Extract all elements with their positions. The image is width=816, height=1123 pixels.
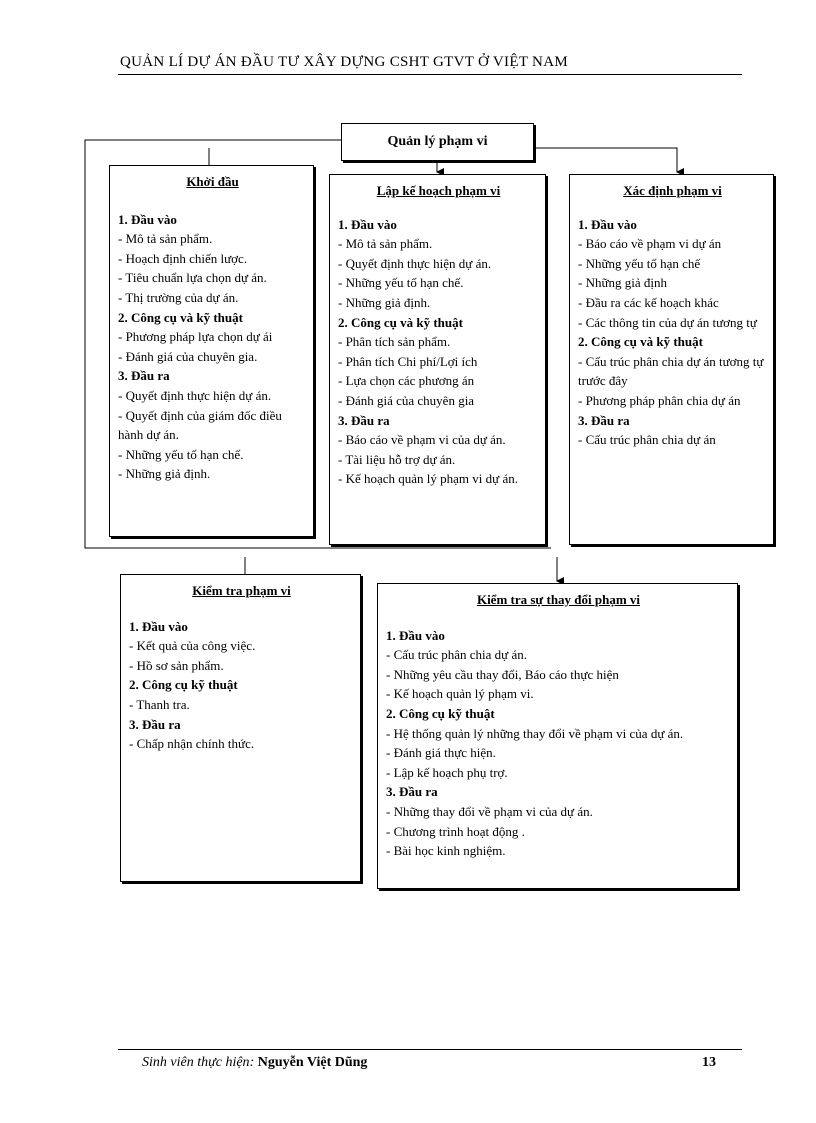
list-item: - Cấu trúc phân chia dự án — [578, 432, 716, 448]
list-item: - Đầu ra các kế hoạch khác — [578, 294, 719, 310]
list-item: - Những yếu tố hạn chế. — [338, 275, 464, 291]
section-heading-inputs: 1. Đầu vào — [578, 216, 637, 232]
header-rule — [118, 74, 742, 75]
section-heading-outputs: 3. Đầu ra — [129, 716, 181, 732]
panel-title: Khởi đầu — [186, 174, 239, 189]
list-item: - Hồ sơ sản phẩm. — [129, 657, 224, 673]
list-item: - Quyết định của giám đốc điều hành dự án. — [118, 407, 282, 443]
list-item: - Những thay đổi về phạm vi của dự án. — [386, 803, 593, 819]
section-heading-tools: 2. Công cụ và kỹ thuật — [578, 334, 703, 350]
list-item: - Hệ thống quản lý những thay đổi về phạm vi của dự án. — [386, 725, 684, 741]
panel-title: Lập kế hoạch phạm vi — [376, 183, 501, 198]
list-item: - Phương pháp lựa chọn dự ái — [118, 329, 273, 345]
footer-role-label: Sinh viên thực hiện — [142, 1055, 250, 1070]
panel-scope-verification — [120, 574, 361, 882]
list-item: - Thị trường của dự án. — [118, 289, 239, 305]
list-item: - Quyết định thực hiện dự án. — [118, 387, 272, 403]
section-heading-tools: 2. Công cụ và kỹ thuật — [338, 314, 463, 330]
footer-student-name: Nguyễn Việt Dũng — [257, 1055, 368, 1070]
panel-scope-planning — [329, 174, 546, 545]
connector-to-definition — [534, 148, 677, 172]
list-item: - Lập kế hoạch phụ trợ. — [386, 764, 508, 780]
list-item: - Tiêu chuẩn lựa chọn dự án. — [118, 270, 267, 286]
list-item: - Các thông tin của dự án tương tự — [578, 314, 757, 330]
panel-scope-definition — [569, 174, 774, 545]
root-box-scope-management — [341, 123, 534, 161]
section-heading-tools: 2. Công cụ kỹ thuật — [386, 705, 495, 721]
list-item: - Báo cáo về phạm vi dự án — [578, 236, 722, 252]
list-item: - Kế hoạch quản lý phạm vi. — [386, 686, 534, 702]
list-item: - Hoạch định chiến lược. — [118, 250, 248, 266]
list-item: - Những yếu tố hạn chế — [578, 255, 701, 271]
panel-scope-change-control — [377, 583, 738, 889]
section-heading-inputs: 1. Đầu vào — [118, 211, 177, 227]
list-item: - Phân tích sản phẩm. — [338, 334, 451, 350]
list-item: - Những giả định. — [338, 294, 431, 310]
section-heading-inputs: 1. Đầu vào — [338, 216, 397, 232]
list-item: - Mô tả sản phẩm. — [338, 236, 433, 252]
list-item: - Những giả định — [578, 275, 668, 291]
footer-colon: : — [249, 1055, 258, 1070]
list-item: - Những giả định. — [118, 466, 211, 482]
page-header: QUẢN LÍ DỰ ÁN ĐẦU TƯ XÂY DỰNG CSHT GTVT Ở VIỆT NAM — [120, 54, 568, 70]
list-item: - Phương pháp phân chia dự án — [578, 392, 741, 408]
section-heading-inputs: 1. Đầu vào — [386, 627, 445, 643]
section-heading-inputs: 1. Đầu vào — [129, 618, 188, 634]
panel-title: Xác định phạm vi — [623, 183, 722, 198]
section-heading-outputs: 3. Đầu ra — [338, 412, 390, 428]
page-number: 13 — [702, 1055, 716, 1070]
panel-title: Kiểm tra phạm vi — [192, 583, 291, 598]
list-item: - Quyết định thực hiện dự án. — [338, 255, 492, 271]
list-item: - Chấp nhận chính thức. — [129, 736, 255, 752]
root-label: Quản lý phạm vi — [387, 134, 488, 149]
list-item: - Lựa chọn các phương án — [338, 373, 475, 389]
list-item: - Phân tích Chi phí/Lợi ích — [338, 353, 478, 369]
section-heading-outputs: 3. Đầu ra — [118, 368, 170, 384]
list-item: - Đánh giá của chuyên gia. — [118, 348, 258, 364]
section-heading-tools: 2. Công cụ và kỹ thuật — [118, 309, 243, 325]
list-item: - Cấu trúc phân chia dự án tương tự trước đây — [578, 353, 764, 389]
list-item: - Đánh giá thực hiện. — [386, 745, 496, 761]
list-item: - Báo cáo về phạm vi của dự án. — [338, 432, 506, 448]
list-item: - Tài liệu hỗ trợ dự án. — [338, 451, 456, 467]
list-item: - Kết quả của công việc. — [129, 638, 256, 654]
footer-author — [142, 1055, 367, 1071]
list-item: - Những yêu cầu thay đổi, Báo cáo thực hiện — [386, 666, 619, 682]
list-item: - Mô tả sản phẩm. — [118, 231, 213, 247]
section-heading-outputs: 3. Đầu ra — [578, 412, 630, 428]
panel-title: Kiểm tra sự thay đổi phạm vi — [476, 592, 641, 607]
section-heading-tools: 2. Công cụ kỹ thuật — [129, 677, 238, 693]
list-item: - Kế hoạch quản lý phạm vi dự án. — [338, 471, 518, 487]
panel-initiation — [109, 165, 314, 537]
list-item: - Đánh giá của chuyên gia — [338, 392, 475, 408]
section-heading-outputs: 3. Đầu ra — [386, 784, 438, 800]
footer-rule — [118, 1049, 742, 1050]
list-item: - Thanh tra. — [129, 696, 190, 712]
list-item: - Chương trình hoạt động . — [386, 823, 525, 839]
list-item: - Cấu trúc phân chia dự án. — [386, 647, 527, 663]
list-item: - Bài học kinh nghiệm. — [386, 843, 506, 859]
list-item: - Những yếu tố hạn chế. — [118, 446, 244, 462]
